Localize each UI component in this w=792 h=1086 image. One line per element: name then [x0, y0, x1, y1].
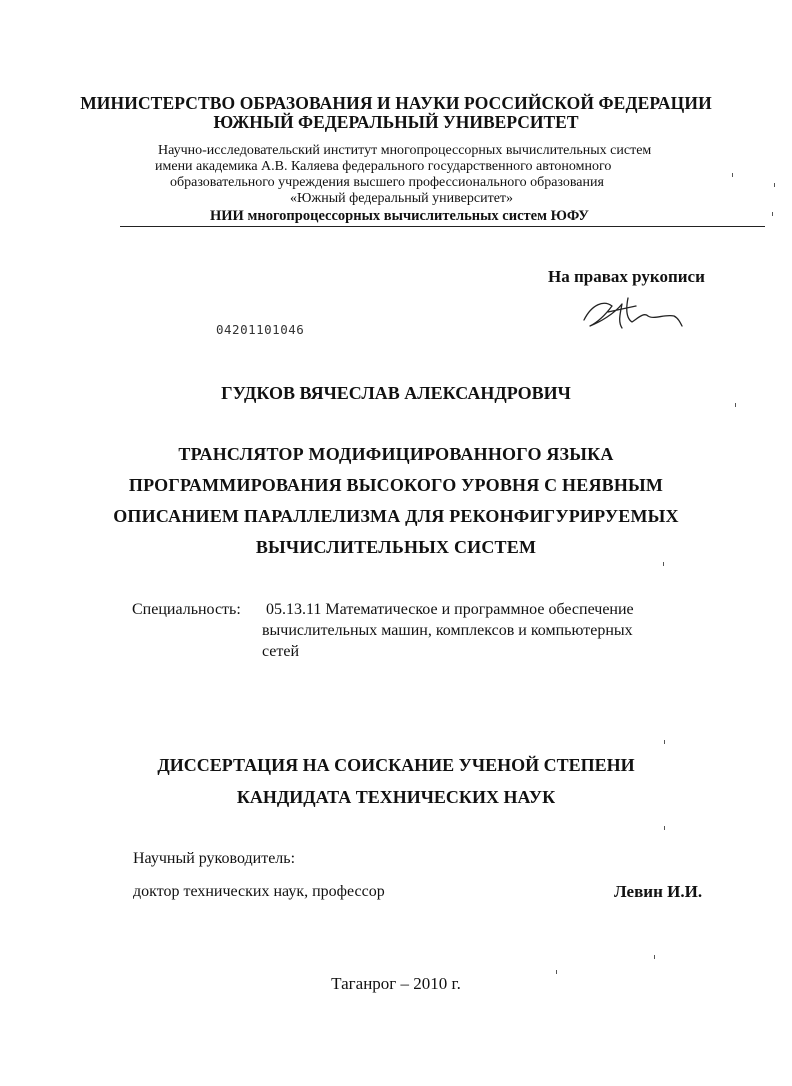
supervisor-degree: доктор технических наук, профессор — [133, 883, 385, 900]
institute-line-2: имени академика А.В. Каляева федерального государственного автономного — [155, 159, 612, 174]
scan-speck — [556, 970, 557, 974]
thesis-title-line-1: ТРАНСЛЯТОР МОДИФИЦИРОВАННОГО ЯЗЫКА — [178, 444, 614, 464]
header-divider — [120, 226, 765, 227]
institute-line-4: «Южный федеральный университет» — [290, 191, 514, 206]
thesis-title-line-4: ВЫЧИСЛИТЕЛЬНЫХ СИСТЕМ — [255, 537, 537, 557]
dissertation-line-2: КАНДИДАТА ТЕХНИЧЕСКИХ НАУК — [236, 787, 556, 807]
scan-speck — [774, 183, 775, 187]
scan-speck — [732, 173, 733, 177]
ministry-heading: МИНИСТЕРСТВО ОБРАЗОВАНИЯ И НАУКИ РОССИЙСКОЙ ФЕДЕРАЦИИ — [80, 93, 712, 113]
scan-speck — [664, 740, 665, 744]
scan-speck — [735, 403, 736, 407]
institute-short-name: НИИ многопроцессорных вычислительных систем ЮФУ — [210, 208, 589, 224]
institute-line-1: Научно-исследовательский институт многопроцессорных вычислительных систем — [158, 143, 652, 158]
scan-speck — [654, 955, 655, 959]
supervisor-name: Левин И.И. — [614, 882, 703, 901]
signature-image — [578, 292, 684, 336]
scan-speck — [772, 212, 773, 216]
scan-speck — [664, 826, 665, 830]
specialty-label: Специальность: — [132, 601, 241, 618]
specialty-line-2: вычислительных машин, комплексов и компьютерных — [262, 622, 633, 639]
city-year: Таганрог – 2010 г. — [331, 974, 461, 993]
supervisor-label: Научный руководитель: — [133, 850, 296, 867]
author-name: ГУДКОВ ВЯЧЕСЛАВ АЛЕКСАНДРОВИЧ — [221, 383, 571, 403]
specialty-line-1: 05.13.11 Математическое и программное обеспечение — [266, 601, 634, 618]
rights-note: На правах рукописи — [548, 267, 705, 286]
thesis-title-line-2: ПРОГРАММИРОВАНИЯ ВЫСОКОГО УРОВНЯ С НЕЯВНЫМ — [128, 475, 664, 495]
dissertation-line-1: ДИССЕРТАЦИЯ НА СОИСКАНИЕ УЧЕНОЙ СТЕПЕНИ — [157, 755, 635, 775]
university-heading: ЮЖНЫЙ ФЕДЕРАЛЬНЫЙ УНИВЕРСИТЕТ — [213, 112, 579, 132]
thesis-title-line-3: ОПИСАНИЕМ ПАРАЛЛЕЛИЗМА ДЛЯ РЕКОНФИГУРИРУЕМЫХ — [113, 506, 679, 526]
document-code: 04201101046 — [216, 322, 305, 337]
scan-speck — [663, 562, 664, 566]
specialty-line-3: сетей — [262, 643, 300, 660]
institute-line-3: образовательного учреждения высшего профессионального образования — [170, 175, 604, 190]
